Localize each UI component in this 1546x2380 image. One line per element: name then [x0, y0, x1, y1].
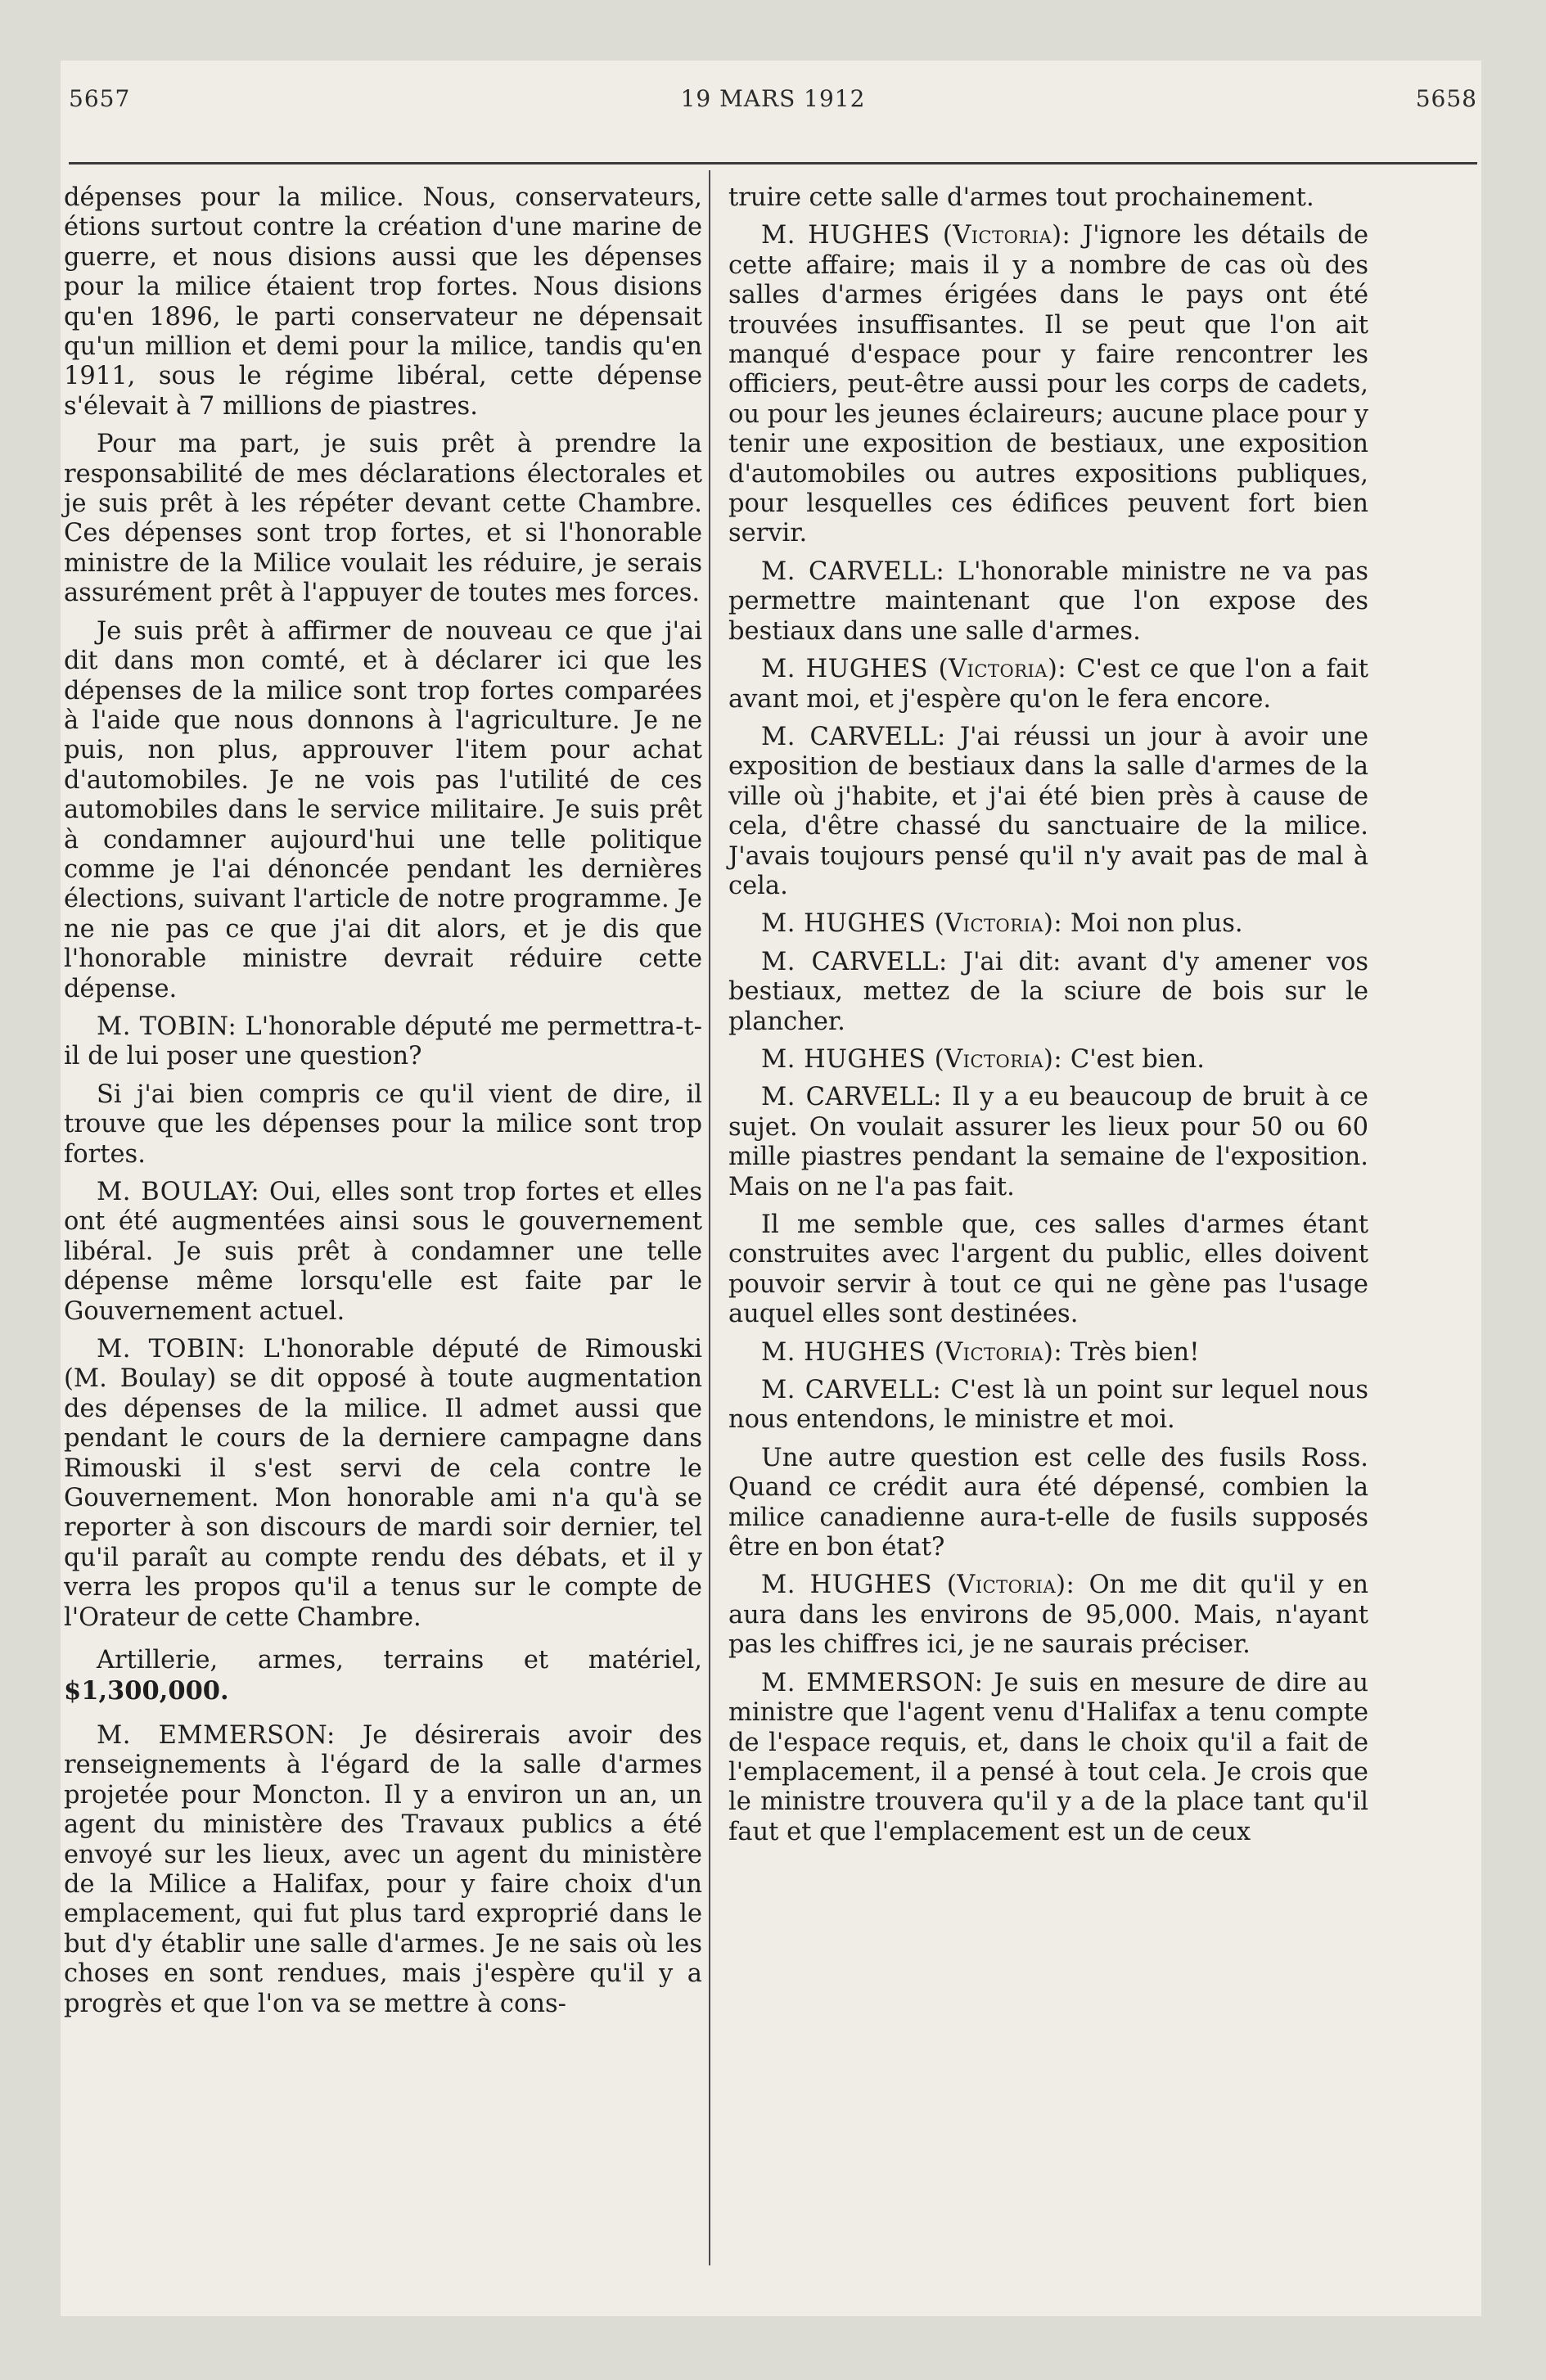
paragraph-text: Pour ma part, je suis prêt à prendre la responsabilité de mes déclarations électorales et je suis prêt à les répéter devant cette Chambre. Ces dépenses sont trop fortes, et si l'honorable ministre de la Milice voulait les réduire, je serais assurément prêt à l'appuyer de toutes mes forces.: [64, 430, 702, 608]
paragraph: [64, 617, 702, 1004]
speaker-name: M. CARVELL:: [761, 1083, 942, 1112]
speaker-name: M. HUGHES (Victoria):: [761, 1044, 1063, 1074]
speaker-name: M. CARVELL:: [761, 1376, 942, 1405]
speaker-name: M. HUGHES (Victoria):: [761, 1337, 1063, 1367]
speaker-name: M. HUGHES (Victoria):: [761, 655, 1067, 684]
paragraph: [64, 430, 702, 608]
paragraph: [64, 1178, 702, 1327]
paragraph-text: Oui, elles sont trop fortes et elles ont été augmentées ainsi sous le gouvernement libéral. Je suis prêt à condamner une telle dépense même lorsqu'elle est faite par le Gouvernement actuel.: [64, 1178, 702, 1326]
paragraph-text: Je suis en mesure de dire au ministre que l'agent venu d'Halifax a tenu compte de l'espace requis, et, dans le choix qu'il a fait de l'emplacement, il a pensé à tout cela. Je crois que le ministre trouvera qu'il y a de la place tant qu'il faut et que l'emplacement est un de ceux: [728, 1668, 1368, 1846]
vote-item-amount: $1,300,000.: [64, 1675, 229, 1706]
speaker-name: M. CARVELL:: [761, 722, 946, 751]
paragraph: [64, 1335, 702, 1633]
paragraph-text: dépenses pour la milice. Nous, conservateurs, étions surtout contre la création d'une marine de guerre, et nous disions aussi que les dépenses pour la milice étaient trop fortes. Nous disions qu'en 1896, le parti conservateur ne dépensait qu'un million et demi pour la milice, tandis qu'en 1911, sous le régime libéral, cette dépense s'élevait à 7 millions de piastres.: [64, 183, 702, 421]
paragraph-text: Je désirerais avoir des renseignements à l'égard de la salle d'armes projetée pour Moncton. Il y a environ un an, un agent du ministère des Travaux publics a été envoyé sur les lieux, avec un agent du ministère de la Milice a Halifax, pour y faire choix d'un emplacement, qui fut plus tard exproprié dans le but d'y établir une salle d'armes. Je ne sais où les choses en sont rendues, mais j'espère qu'il y a progrès et que l'on va se mettre à cons-: [64, 1720, 702, 2018]
paragraph-text: L'honorable député me permettra-t-il de lui poser une question?: [64, 1012, 702, 1071]
speaker-name: M. CARVELL:: [761, 947, 948, 976]
paragraph-text: truire cette salle d'armes tout prochainement.: [728, 183, 1314, 212]
header-rule: [69, 162, 1477, 165]
page-number-left: 5657: [69, 85, 131, 112]
speaker-name: M. EMMERSON:: [97, 1720, 336, 1750]
speaker-name: M. TOBIN:: [97, 1012, 237, 1041]
paragraph: [728, 183, 1368, 213]
paragraph-text: Je suis prêt à affirmer de nouveau ce que j'ai dit dans mon comté, et à déclarer ici que les dépenses de la milice sont trop fortes comparées à l'aide que nous donnons à l'agriculture. Je ne puis, non plus, approuver l'item pour achat d'automobiles. Je ne vois pas l'utilité de ces automobiles dans le service militaire. Je suis prêt à condamner aujourd'hui une telle politique comme je l'ai dénoncée pendant les dernières élections, suivant l'article de notre programme. Je ne nie pas ce que j'ai dit alors, et je dis que l'honorable ministre devrait réduire cette dépense.: [64, 616, 702, 1003]
speaker-name: M. TOBIN:: [97, 1335, 246, 1364]
page-number-right: 5658: [1415, 85, 1477, 112]
paragraph: [728, 948, 1368, 1037]
paragraph: [728, 557, 1368, 647]
paragraph-text: J'ignore les détails de cette affaire; mais il y a nombre de cas où des salles d'armes érigées dans le pays ont été trouvées insuffisantes. Il se peut que l'on ait manqué d'espace pour y faire rencontrer les officiers, peut-être aussi pour les corps de cadets, ou pour les jeunes éclaireurs; aucune place pour y tenir une exposition de bestiaux, une exposition d'automobiles ou autres expositions publiques, pour lesquelles ces édifices peuvent fort bien servir.: [728, 221, 1368, 548]
paragraph: [728, 909, 1368, 939]
speaker-name: M. CARVELL:: [761, 557, 945, 586]
paragraph-text: Une autre question est celle des fusils Ross. Quand ce crédit aura été dépensé, combien la milice canadienne aura-t-elle de fusils supposés être en bon état?: [728, 1443, 1368, 1562]
speaker-name: M. HUGHES (Victoria):: [761, 1571, 1075, 1600]
paragraph: [64, 1080, 702, 1170]
paragraph-text: L'honorable député de Rimouski (M. Boulay) se dit opposé à toute augmentation des dépenses de la milice. Il admet aussi que pendant le cours de la derniere campagne dans Rimouski il s'est servi de cela contre le Gouvernement. Mon honorable ami n'a qu'à se reporter à son discours de mardi soir dernier, tel qu'il paraît au compte rendu des débats, et il y verra les propos qu'il a tenus sur le compte de l'Orateur de cette Chambre.: [64, 1335, 702, 1632]
vote-item: [64, 1646, 702, 1706]
paragraph-text: C'est bien.: [1070, 1044, 1205, 1074]
paragraph-text: J'ai réussi un jour à avoir une exposition de bestiaux dans la salle d'armes de la ville où j'habite, et j'ai été bien près à cause de cela, d'être chassé du sanctuaire de la milice. J'avais toujours pensé qu'il n'y avait pas de mal à cela.: [728, 722, 1369, 900]
paragraph: [64, 183, 702, 421]
paragraph-text: J'ai dit: avant d'y amener vos bestiaux, mettez de la sciure de bois sur le plancher.: [728, 947, 1369, 1036]
paragraph: [64, 1721, 702, 2019]
paragraph-text: Il me semble que, ces salles d'armes étant construites avec l'argent du public, elles doivent pouvoir servir à tout ce qui ne gène pas l'usage auquel elles sont destinées.: [728, 1210, 1368, 1329]
paragraph-text: Si j'ai bien compris ce qu'il vient de dire, il trouve que les dépenses pour la milice sont trop fortes.: [64, 1080, 702, 1169]
paragraph-text: Il y a eu beaucoup de bruit à ce sujet. On voulait assurer les lieux pour 50 ou 60 mille piastres pendant la semaine de l'exposition. Mais on ne l'a pas fait.: [728, 1083, 1368, 1201]
paragraph: [728, 1444, 1368, 1563]
paragraph: [64, 1012, 702, 1072]
paragraph-text: L'honorable ministre ne va pas permettre maintenant que l'on expose des bestiaux dans une salle d'armes.: [728, 557, 1368, 646]
paragraph-text: Très bien!: [1070, 1337, 1200, 1367]
speaker-name: M. EMMERSON:: [761, 1668, 984, 1697]
vote-item-label: Artillerie, armes, terrains et matériel,: [97, 1646, 702, 1675]
paragraph-text: On me dit qu'il y en aura dans les environs de 95,000. Mais, n'ayant pas les chiffres ici, je ne saurais préciser.: [728, 1571, 1369, 1660]
paragraph: [728, 221, 1368, 548]
paragraph: [728, 1083, 1368, 1202]
paragraph-text: Moi non plus.: [1070, 909, 1243, 939]
paragraph: [728, 1045, 1368, 1075]
paragraph: [728, 655, 1368, 714]
right-column: [728, 183, 1368, 1855]
left-column: [64, 183, 702, 2027]
speaker-name: M. BOULAY:: [97, 1178, 260, 1206]
paragraph: [728, 1376, 1368, 1436]
paragraph: [728, 1669, 1368, 1847]
paragraph: [728, 1571, 1368, 1660]
paragraph: [728, 1210, 1368, 1330]
paragraph: [728, 723, 1368, 901]
speaker-name: M. HUGHES (Victoria):: [761, 221, 1071, 250]
speaker-name: M. HUGHES (Victoria):: [761, 909, 1063, 939]
paragraph-text: C'est là un point sur lequel nous nous entendons, le ministre et moi.: [728, 1376, 1368, 1435]
column-divider: [709, 170, 710, 2265]
page-date: 19 MARS 1912: [680, 85, 866, 112]
paragraph: [728, 1338, 1368, 1368]
page-header: [69, 85, 1477, 121]
paragraph-text: C'est ce que l'on a fait avant moi, et j'espère qu'on le fera encore.: [728, 655, 1368, 714]
